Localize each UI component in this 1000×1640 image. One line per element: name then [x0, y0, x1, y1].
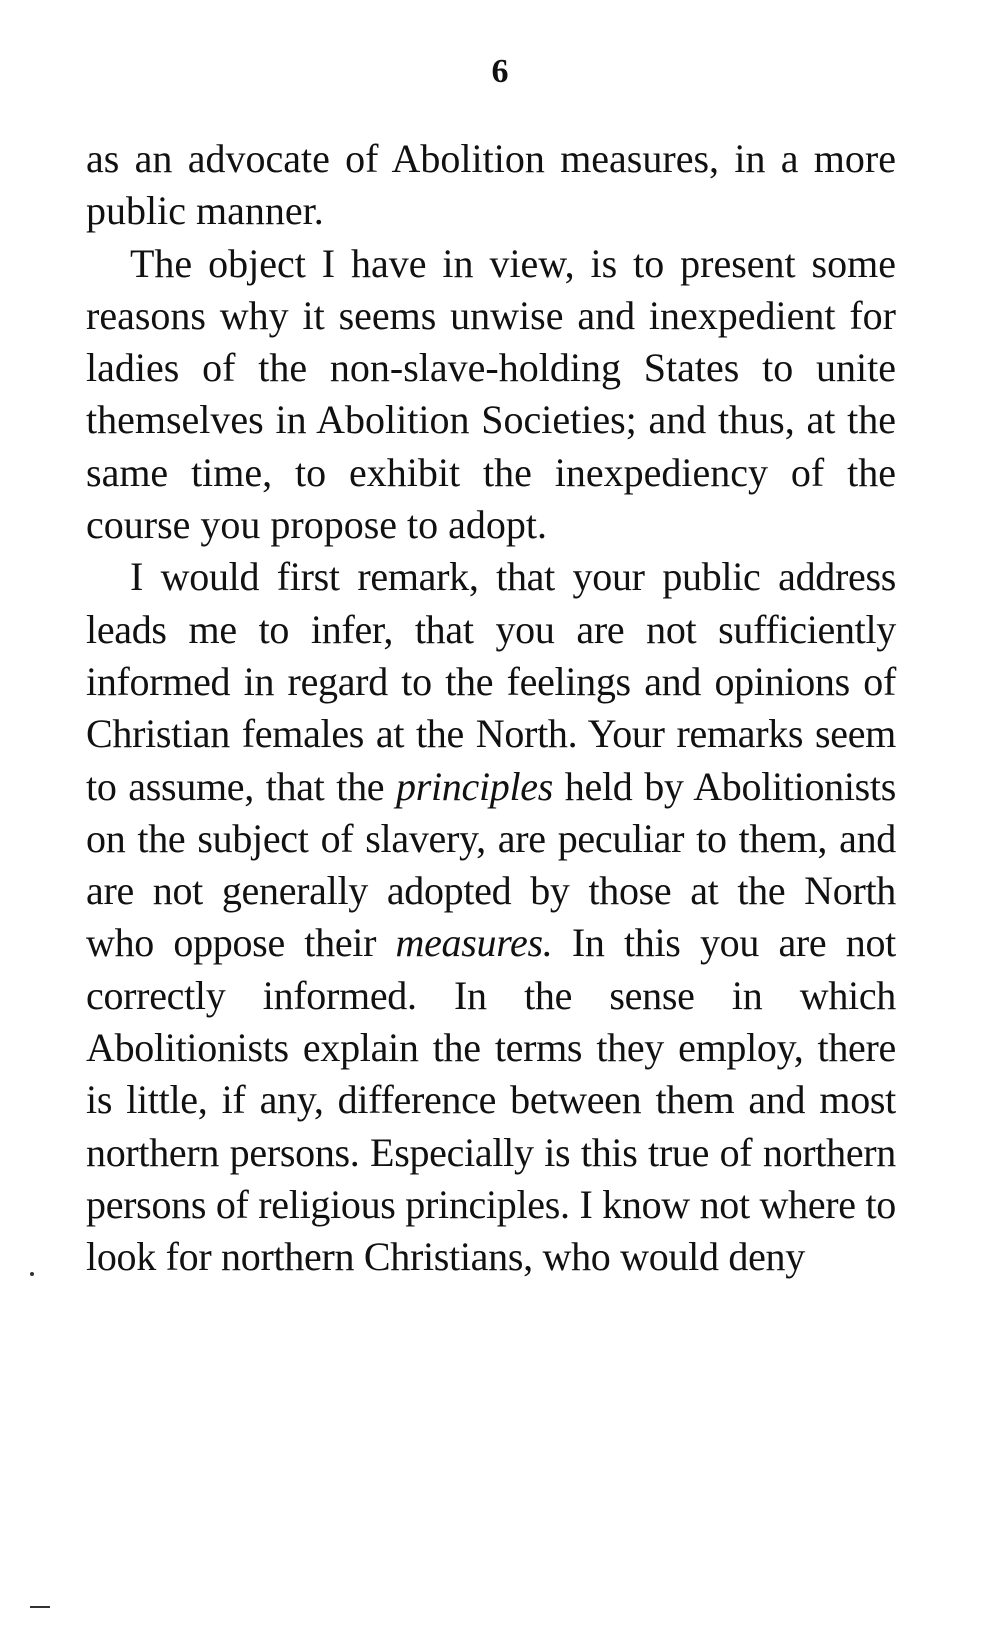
paragraph-object: The object I have in view, is to present some reasons why it seems unwise and inexpedient for ladies of the non-slave-holding States to unite themselves in Abolition Societies; and thus, at the same time, to exhibit the inexpediency of the course you propose to adopt. — [86, 240, 896, 548]
body-text — [86, 133, 896, 1284]
italic-measures: measures. — [395, 920, 553, 966]
paragraph-remark-part-2: held by Abolitionists on the subject of slavery, are peculiar to them, and are not generally adopted by those at the North who oppose their — [86, 763, 897, 966]
scan-mark-dot — [30, 1272, 34, 1276]
paragraph-remark-part-3: In this you are not correctly informed. In the sense in which Abolitionists explain the terms they employ, there is little, if any, difference between them and most northern persons. Especially is this true of northern persons of religious principles. I know not where to look for northern Christians, who would deny — [86, 920, 896, 1280]
paragraph-continuation: as an advocate of Abolition measures, in a more public manner. — [86, 136, 896, 234]
page-number: 6 — [491, 53, 509, 90]
italic-principles: principles — [396, 763, 554, 809]
scan-mark-dash — [30, 1606, 50, 1608]
paragraph-remark-part-1: I would first remark, that your public address leads me to infer, that you are not sufficiently informed in regard to the feelings and opinions of Christian females at the North. Your remarks seem to assume, that the — [86, 554, 896, 809]
paragraph-remark — [86, 551, 896, 1283]
